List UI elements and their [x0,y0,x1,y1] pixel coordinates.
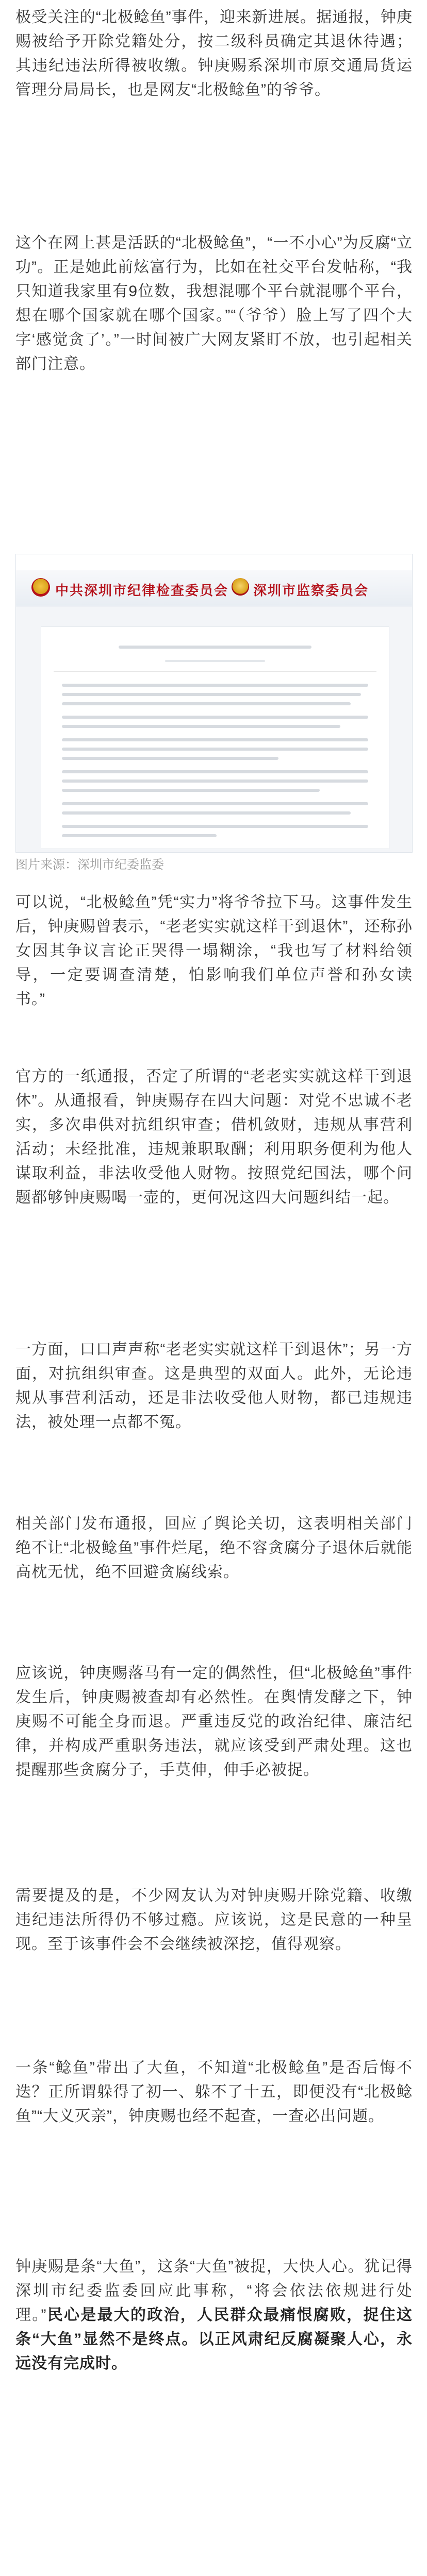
paragraph-7: 应该说，钟庚赐落马有一定的偶然性，但“北极鲶鱼”事件发生后，钟庚赐被查却有必然性。在舆情发酵之下，钟庚赐不可能全身而退。严重违反党的政治纪律、廉洁纪律，并构成严重职务违法，就应该受到严肃处理。这也提醒那些贪腐分子，手莫伸，伸手必被捉。 [15,1665,413,1778]
blurred-text-line [62,770,368,773]
blurred-text-line [62,802,368,805]
blurred-text-line [62,684,368,687]
doc-banner [16,570,412,606]
blurred-text-line [62,811,351,815]
paragraph-6: 相关部门发布通报，回应了舆论关切，这表明相关部门绝不让“北极鲶鱼”事件烂尾，绝不容贪腐分子退休后就能高枕无忧，绝不回避贪腐线索。 [15,1515,413,1581]
blurred-text-line [62,779,368,783]
blurred-text-line [62,834,217,837]
blurred-text-line [62,693,361,696]
image-caption: 图片来源：深圳市纪委监委 [15,858,164,872]
blurred-text-line [62,725,340,728]
paragraph-2: 这个在网上甚是活跃的“北极鲶鱼”，“一不小心”为反腐“立功”。正是她此前炫富行为，比如在社交平台发帖称，“我只知道我家里有9位数，我想混哪个平台就混哪个平台，想在哪个国家就在哪个国家。”“（爷爷）脸上写了四个大字‘感觉贪了’。”一时间被广大网友紧盯不放，也引起相关部门注意。 [15,234,413,372]
paragraph-10-emphasis: 民心是最大的政治，人民群众最痛恨腐败，捉住这条“大鱼”显然不是终点。以正风肃纪反腐凝聚人心，永远没有完成时。 [15,2307,413,2372]
blurred-text-line [62,789,320,792]
paragraph-4: 官方的一纸通报，否定了所谓的“老老实实就这样干到退休”。从通报看，钟庚赐存在四大问题：对党不忠诚不老实，多次串供对抗组织审查；借机敛财，违规从事营利活动；未经批准，违规兼职取酬；利用职务便利为他人谋取利益，非法收受他人财物。按照党纪国法，哪个问题都够钟庚赐喝一壶的，更何况这四大问题纠结一起。 [15,1068,413,1206]
banner-title: 中共深圳市纪律检查委员会 [55,583,229,598]
blurred-text-line [62,825,368,828]
doc-top-strip [16,554,412,570]
paragraph-5: 一方面，口口声声称“老老实实就这样干到退休”；另一方面，对抗组织审查。这是典型的双面人。此外，无论违规从事营利活动，还是非法收受他人财物，都已违规违法，被处理一点都不冤。 [15,1341,413,1431]
document-screenshot-image [15,554,413,853]
blurred-text-line [62,757,278,760]
blurred-title [119,646,311,649]
paragraph-10-text: 钟庚赐是条“大鱼”，这条“大鱼”被捉，大快人心。犹记得深圳市纪委监委回应此事称，“将会依法依规进行处理。” [15,2258,413,2324]
paragraph-10 [15,2255,413,2376]
blurred-meta [165,660,265,662]
paragraph-3: 可以说，“北极鲶鱼”凭“实力”将爷爷拉下马。这事件发生后，钟庚赐曾表示，“老老实实就这样干到退休”，还称孙女因其争议言论正哭得一塌糊涂，“我也写了材料给领导，一定要调查清楚，怕影响我们单位声誉和孙女读书。” [15,894,413,1008]
doc-paper [41,626,389,849]
blurred-text-line [62,702,351,705]
party-emblem-icon [31,578,50,597]
banner-title-2: 深圳市监察委员会 [253,583,369,598]
paper-rule [54,671,376,672]
paragraph-1: 极受关注的“北极鲶鱼”事件，迎来新进展。据通报，钟庚赐被给予开除党籍处分，按二级科员确定其退休待遇；其违纪违法所得被收缴。钟庚赐系深圳市原交通局货运管理分局局长，也是网友“北极鲶鱼”的爷爷。 [15,9,413,98]
blurred-text-line [62,738,368,741]
paragraph-8: 需要提及的是，不少网友认为对钟庚赐开除党籍、收缴违纪违法所得仍不够过瘾。应该说，这是民意的一种呈现。至于该事件会不会继续被深挖，值得观察。 [15,1887,413,1953]
paragraph-9: 一条“鲶鱼”带出了大鱼，不知道“北极鲶鱼”是否后悔不迭？正所谓躲得了初一、躲不了十五，即便没有“北极鲶鱼”“大义灭亲”，钟庚赐也经不起查，一查必出问题。 [15,2059,413,2125]
supervision-badge-icon [232,578,249,596]
blurred-text-line [62,748,368,751]
blurred-text-line [62,716,368,719]
